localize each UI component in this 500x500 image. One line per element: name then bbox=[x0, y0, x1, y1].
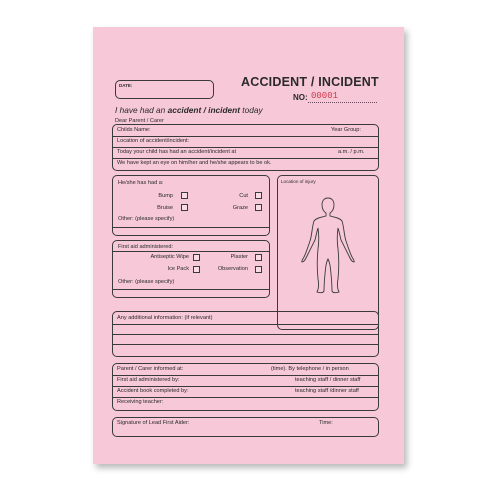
ampm-label: a.m. / p.m. bbox=[338, 149, 365, 155]
additional-info-line-2[interactable] bbox=[113, 334, 378, 335]
first-aid-heading-rule bbox=[113, 251, 269, 252]
location-of-injury-box[interactable] bbox=[277, 175, 379, 330]
observation-checkbox[interactable] bbox=[255, 266, 262, 273]
signature-box[interactable] bbox=[112, 417, 379, 437]
parent-informed-label: Parent / Carer informed at: bbox=[117, 366, 184, 372]
date-field[interactable] bbox=[115, 80, 214, 99]
first-aid-box bbox=[112, 240, 270, 298]
headline-post: today bbox=[239, 105, 263, 115]
number-label: NO: bbox=[293, 93, 308, 102]
additional-info-box[interactable] bbox=[112, 311, 379, 357]
bruise-label: Bruise bbox=[157, 205, 173, 211]
teaching-staff-label-1: teaching staff / dinner staff bbox=[295, 377, 361, 383]
headline-pre: I have had an bbox=[115, 105, 168, 115]
contacts-box bbox=[112, 363, 379, 411]
additional-info-line-3[interactable] bbox=[113, 344, 378, 345]
bump-label: Bump bbox=[158, 193, 173, 199]
year-group-label: Year Group: bbox=[331, 127, 361, 133]
cut-checkbox[interactable] bbox=[255, 192, 262, 199]
bump-checkbox[interactable] bbox=[181, 192, 188, 199]
signature-label: Signature of Lead First Aider: bbox=[117, 420, 190, 426]
plaster-checkbox[interactable] bbox=[255, 254, 262, 261]
location-label: Location of accident/incident: bbox=[117, 138, 190, 144]
keep-eye-row bbox=[113, 158, 378, 169]
body-outline-icon bbox=[298, 194, 358, 296]
headline bbox=[115, 105, 263, 115]
cut-label: Cut bbox=[239, 193, 248, 199]
by-phone-label: (time). By telephone / in person bbox=[271, 366, 349, 372]
plaster-label: Plaster bbox=[230, 254, 248, 260]
headline-bold: accident / incident bbox=[167, 105, 240, 115]
today-label: Today your child has had an accident/incident at bbox=[117, 149, 237, 155]
graze-label: Graze bbox=[232, 205, 248, 211]
details-box bbox=[112, 124, 379, 171]
childs-name-label: Childs Name: bbox=[117, 127, 151, 133]
salutation: Dear Parent / Carer bbox=[115, 118, 164, 124]
first-aid-other-label[interactable]: Other: (please specify) bbox=[118, 279, 175, 285]
location-of-injury-label: Location of injury bbox=[281, 179, 316, 184]
incident-form-sheet bbox=[93, 27, 404, 464]
date-label: DATE: bbox=[119, 83, 133, 88]
serial-underline bbox=[308, 102, 377, 103]
first-aid-other-line[interactable] bbox=[113, 289, 269, 290]
form-title: ACCIDENT / INCIDENT bbox=[241, 75, 379, 89]
bruise-checkbox[interactable] bbox=[181, 204, 188, 211]
teaching-staff-label-2: teaching staff /dinner staff bbox=[295, 388, 359, 394]
serial-number: 00001 bbox=[311, 91, 339, 101]
antiseptic-checkbox[interactable] bbox=[193, 254, 200, 261]
injuries-other-label[interactable]: Other: (please specify) bbox=[118, 216, 175, 222]
injuries-other-line[interactable] bbox=[113, 227, 269, 228]
icepack-label: Ice Pack bbox=[167, 266, 189, 272]
injuries-heading: He/she has had a: bbox=[118, 180, 164, 186]
administered-by-label: First aid administered by: bbox=[117, 377, 180, 383]
first-aid-heading: First aid administered: bbox=[118, 244, 174, 250]
keep-eye-text: We have kept an eye on him/her and he/she appears to be ok. bbox=[117, 160, 272, 166]
additional-info-line-1[interactable] bbox=[113, 324, 378, 325]
time-label: Time: bbox=[319, 420, 333, 426]
observation-label: Observation bbox=[217, 266, 248, 272]
book-completed-label: Accident book completed by: bbox=[117, 388, 189, 394]
additional-info-label: Any additional information: (if relevant) bbox=[117, 315, 213, 321]
injuries-box bbox=[112, 175, 270, 236]
antiseptic-label: Antiseptic Wipe bbox=[150, 254, 189, 260]
icepack-checkbox[interactable] bbox=[193, 266, 200, 273]
graze-checkbox[interactable] bbox=[255, 204, 262, 211]
receiving-teacher-label: Receiving teacher: bbox=[117, 399, 164, 405]
receiving-teacher-row[interactable] bbox=[113, 397, 378, 408]
